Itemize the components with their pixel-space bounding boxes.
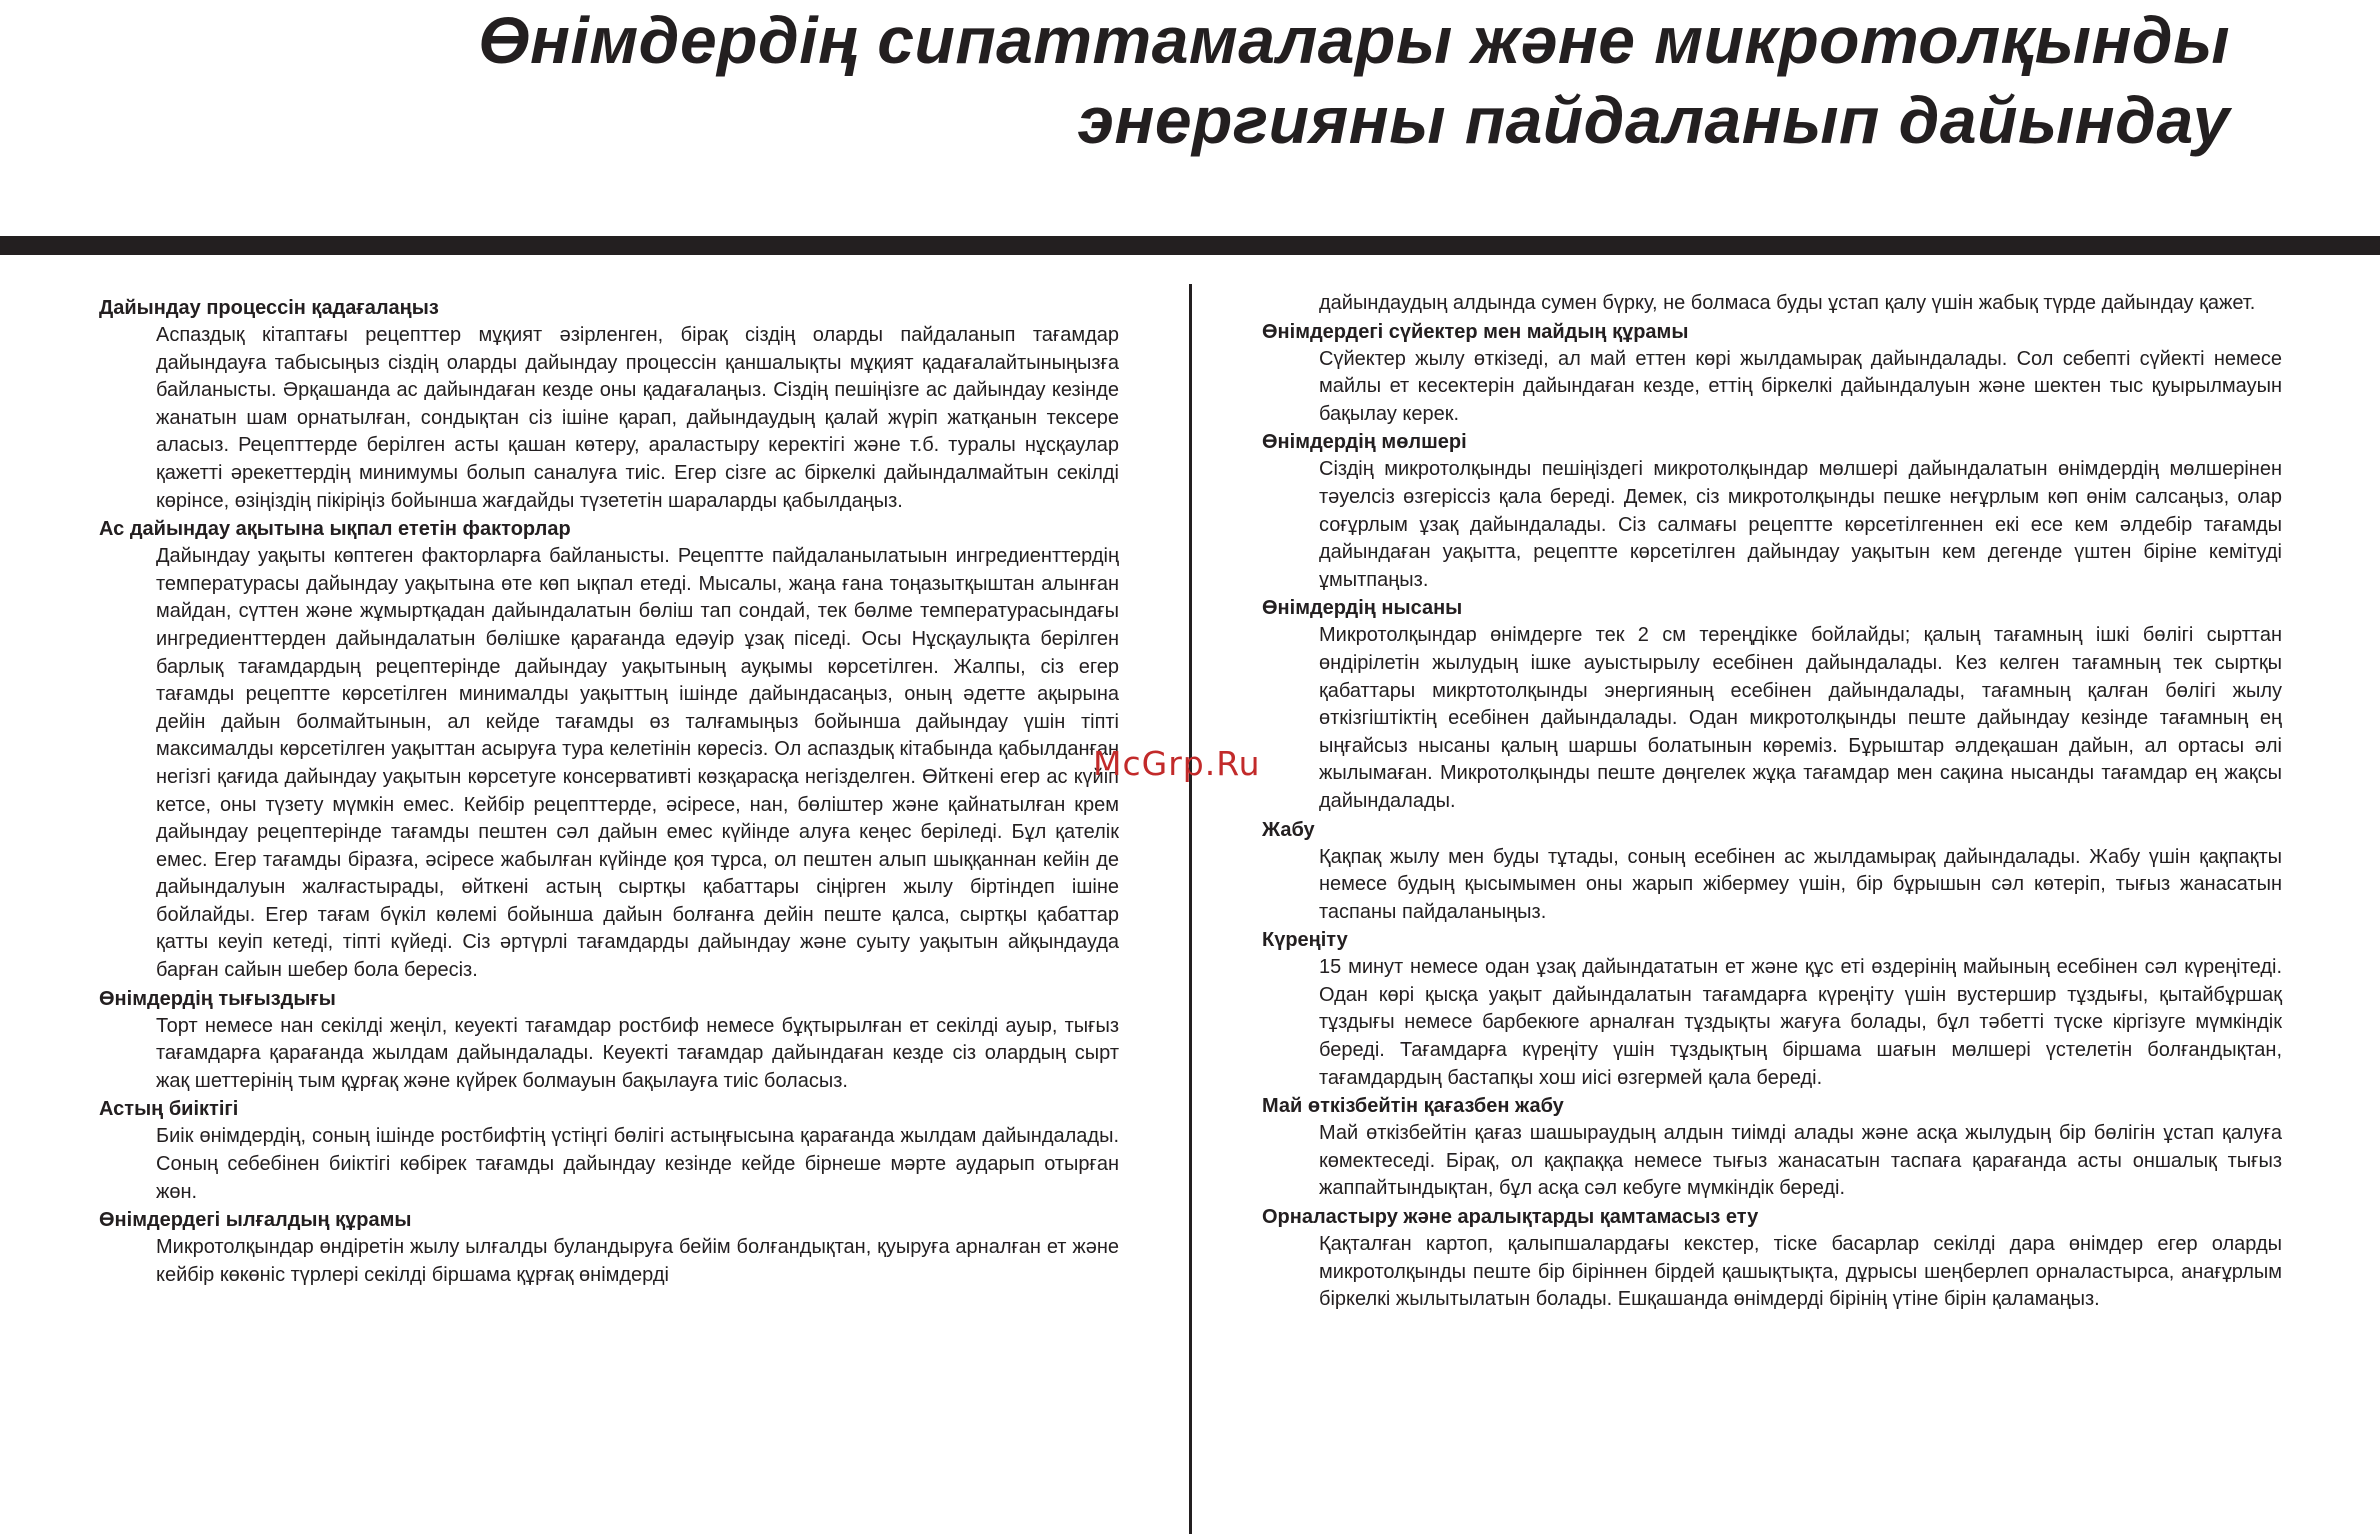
section-heading: Орналастыру және аралықтарды қамтамасыз ету [1262, 1206, 1759, 1229]
page-title [230, 0, 2230, 160]
section-covering [1262, 816, 2282, 927]
section-cooking-time-factors [99, 515, 1119, 985]
section-browning [1262, 926, 2282, 1092]
section-heading: Күреңіту [1262, 929, 1348, 952]
section-text: Май өткізбейтін қағаз шашыраудың алдын тиімді алады және асқа жылудың бір бөлігін ұстап қалуға көмектеседі. Бірақ, ол қақпаққа немесе тығыз жанасатын таспаға қарағанда асты оншалық тығыз жаппайтындықтан, бұл асқа сәл кебуге мүмкіндік береді. [1319, 1122, 2282, 1200]
section-food-height [99, 1095, 1119, 1206]
title-line-2: энергияны пайдаланып дайындау [1077, 83, 2230, 157]
section-text-continued: дайындаудың алдында сумен бүрку, не болмаса буды ұстап қалу үшін жабық түрде дайындау қажет. [1319, 292, 2256, 314]
section-text: Микротолқындар өндіретін жылу ылғалды буландыруға бейім болғандықтан, қуыруға арналған ет және кейбір көкөніс түрлері секілді біршама құрғақ өнімдерді [156, 1236, 1119, 1286]
section-text: Дайындау уақыты көптеген факторларға байланысты. Рецептте пайдаланылатыын ингредиенттердің температурасы дайындау уақытына өте көп ықпал етеді. Мысалы, жаңа ғана тоңазытқыштан алынған майдан, сүттен және жұмыртқадан дайындалатын бөліш тап сондай, тек бөлме температурасындағы ингредиенттерден дайындалатын бөлішке қарағанда едәуір ұзақ піседі. Осы Нұсқаулықта берілген барлық тағамдардың рецептерінде дайындау уақытының ауқымы көрсетілген. Жалпы, сіз егер тағамды рецептте көрсетілген минималды уақыттың ішінде дайындасаңыз, оның әдетте ақырына дейін дайын болмайтынын, ал кейде тағамды өз талғамыңыз бойынша дайындау үшін тіпті максималды көрсетілген уақыттан асыруға тура келетінін көресіз. Ол аспаздық кітабында қабылданған негізгі қағида дайындау уақытын көрсетуге консервативті көзқарасқа негізделген. Өйткені егер ас күйіп кетсе, оны түзету мүмкін емес. Кейбір рецепттерде, әсіресе, нан, бөліштер және қайнатылған крем дайындау рецептерінде тағамды пештен сәл дайын емес күйінде алуға кеңес беріледі. Бұл қателік емес. Егер тағамды біразға, әсіресе жабылған күйінде қоя тұрса, ол пештен алып шыққаннан кейін де дайындалуын жалғастырады, өйткені астың сыртқы қабаттары сіңірген жылу біртіндеп ішіне бойлайды. Егер тағам бүкіл көлемі бойынша дайын болғанға дейін пеште қалса, сыртқы қабаттар қатты кеуіп кетеді, тіпті күйеді. Сіз әртүрлі тағамдарды дайындау және суыту уақытын айқындауда барған сайын шебер бола бересіз. [156, 545, 1119, 982]
section-heading: Жабу [1262, 818, 1315, 841]
section-text: Аспаздық кітаптағы рецепттер мұқият әзірленген, бірақ сіздің оларды пайдаланып тағамдар дайындауға табысыңыз сіздің оларды дайындау процессін қаншалықты мұқият қадағалайтыныңызға байланысты. Әрқашанда ас дайындаған кезде оны қадағалаңыз. Сіздің пешіңізге ас дайындау кезінде жанатын шам орнатылған, сондықтан сіз ішіне қарап, дайындаудың қалай жүріп жатқанын тексере аласыз. Рецепттерде берілген асты қашан көтеру, араластыру керектігі және т.б. туралы нұсқаулар қажетті әрекеттердің минимумы болып саналуға тиіс. Егер сізге ас біркелкі дайындалмайтын секілді көрінсе, өзіңіздің пікіріңіз бойынша жағдайды түзететін шараларды қабылдаңыз. [156, 324, 1119, 512]
section-heading: Өнімдердің нысаны [1262, 597, 1463, 620]
left-column [99, 294, 1119, 1289]
section-food-density [99, 985, 1119, 1096]
section-text: Сүйектер жылу өткізеді, ал май еттен көрі жылдамырақ дайындалады. Сол себепті сүйекті немесе майлы ет кесектерін дайындаған кезде, еттің біркелкі дайындалуын және шектен тыс қуырылмауын бақылау керек. [1319, 347, 2282, 425]
section-text: Микротолқындар өнімдерге тек 2 см тереңдікке бойлайды; қалың тағамның ішкі бөлігі сырттан өндірілетін жылудың ішке ауыстырылу есебінен дайындалады. Кез келген тағамның тек сыртқы қабаттары микртотолқынды энергияның есебінен дайындалады, тағамның қалған бөлігі жылу өткізгіштіктің есебінен дайындалады. Одан микротолқынды пеште дайындау кезінде тағамның ең ыңғайсыз нысаны қалың шаршы болатынын көреміз. Бұрыштар әлдеқашан дайын, ал ортасы әлі жылымаған. Микротолқынды пеште дөңгелек жұқа тағамдар мен сақина нысанды тағамдар ең жақсы дайындалады. [1319, 624, 2282, 812]
section-food-shape [1262, 594, 2282, 815]
section-text: Сіздің микротолқынды пешіңіздегі микротолқындар мөлшері дайындалатын өнімдердің мөлшерінен тәуелсіз өзгеріссіз қала береді. Демек, сіз микротолқынды пешке неғұрлым көп өнім салсаңыз, олар соғұрлым ұзақ дайындалады. Сіз салмағы рецептте көрсетілгеннен екі есе кем әлдебір тағамды дайындаған уақытта, рецептте көрсетілген дайындау уақытын кем дегенде үштен біріне кемітуді ұмытпаңыз. [1319, 458, 2282, 591]
section-arrangement-spacing [1262, 1203, 2282, 1314]
section-text: Қақталған картоп, қалыпшалардағы кекстер, тіске басарлар секілді дара өнімдер егер оларды микротолқынды пеште бір біріннен бірдей қашықтықта, дұрысы шеңберлеп орналастырса, анағұрлым біркелкі жылытылатын болады. Ешқашанда өнімдерді бірінің үтіне бірін қаламаңыз. [1319, 1233, 2282, 1311]
section-food-quantity [1262, 428, 2282, 594]
section-heading: Ас дайындау ақытына ықпал ететін факторлар [99, 518, 571, 541]
section-text: Торт немесе нан секілді жеңіл, кеуекті тағамдар ростбиф немесе бұқтырылған ет секілді ауыр, тығыз тағамдарға қарағанда жылдам дайындалады. Кеуекті тағамдар дайындаған кезде сіз олардың сырт жақ шеттерінің тым құрғақ және күйрек болмауын бақылауға тиіс боласыз. [156, 1014, 1119, 1092]
section-heading: Астың биіктігі [99, 1098, 239, 1121]
title-line-1: Өнімдердің сипаттамалары және микротолқынды [478, 3, 2230, 77]
watermark: McGrp.Ru [1093, 744, 1261, 783]
section-heading: Дайындау процессін қадағалаңыз [99, 297, 439, 319]
section-heading: Май өткізбейтін қағазбен жабу [1262, 1095, 1564, 1118]
section-heading: Өнімдердегі ылғалдың құрамы [99, 1209, 412, 1232]
section-wax-paper [1262, 1092, 2282, 1203]
section-heading: Өнімдердің мөлшері [1262, 431, 1467, 454]
right-column [1262, 290, 2282, 1314]
section-text: Биік өнімдердің, соның ішінде ростбифтің үстіңгі бөлігі астыңғысына қарағанда жылдам дайындалады. Соның себебінен биіктігі көбірек тағамды дайындау кезінде кейде бірнеше мәрте аударып отырған жөн. [156, 1125, 1119, 1203]
section-heading: Өнімдердегі сүйектер мен майдың құрамы [1262, 320, 1689, 343]
top-divider-bar [0, 236, 2380, 255]
section-bones-fat [1262, 318, 2282, 429]
section-cooking-control [99, 294, 1119, 515]
column-divider [1189, 284, 1192, 1534]
section-moisture-content [99, 1206, 1119, 1289]
section-text: Қақпақ жылу мен буды тұтады, соның есебінен ас жылдамырақ дайындалады. Жабу үшін қақпақты немесе будың қысымымен оны жарып жібермеу үшін, бір бұрышын сәл көтеріп, тығыз жанасатын таспаны пайдаланыңыз. [1319, 845, 2282, 923]
section-heading: Өнімдердің тығыздығы [99, 987, 336, 1010]
section-text: 15 минут немесе одан ұзақ дайындататын ет және құс еті өздерінің майының есебінен сәл күреңітеді. Одан көрі қысқа уақыт дайындалатын тағамдарға күреңіту үшін вустершир тұздығы, қытайбұршақ тұздығы немесе барбекюге арналған тұздықты жағуға болады, бұл тәбетті түске кіргізуге мүмкіндік береді. Тағамдарға күреңіту үшін тұздықтың біршама шағын мөлшері үстелетін болғандықтан, тағамдардың бастапқы хош иісі өзгермей қала береді. [1319, 956, 2282, 1089]
